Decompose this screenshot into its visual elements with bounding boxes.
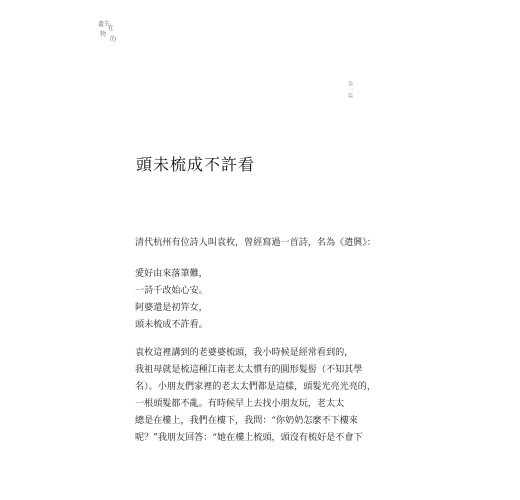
logo-char: 在 <box>108 25 115 32</box>
body-text <box>135 235 376 447</box>
logo-char: 物 <box>100 31 107 38</box>
paragraph-line: 呢？”我朋友回答：“她在樓上梳頭，頭沒有梳好是不會下 <box>135 433 363 443</box>
logo-char: 失 <box>104 21 111 28</box>
paragraph-line: 總是在樓上，我們在樓下，我問：“你奶奶怎麼不下樓來 <box>135 416 358 426</box>
logo-char: 的 <box>110 36 117 43</box>
poem-line: 阿婆還是初笄女， <box>135 303 208 313</box>
poem-line: 一詩千改始心安。 <box>135 286 208 296</box>
poem <box>135 266 367 334</box>
body-paragraph <box>135 345 376 447</box>
paragraph-line: 袁枚這裡講到的老婆婆梳頭，我小時候是經常看到的， <box>135 348 354 358</box>
poem-line: 頭未梳成不許看。 <box>135 320 208 330</box>
logo-char: 遺 <box>98 21 105 28</box>
paragraph-line: 名）。小朋友們家裡的老太太們都是這樣，頭髮光亮光亮的， <box>135 382 376 392</box>
book-logo <box>98 22 124 52</box>
chapter-label: 第一篇 <box>347 81 353 99</box>
poem-line: 愛好由來落筆難， <box>135 269 208 279</box>
chapter-title: 頭未梳成不許看 <box>136 155 256 174</box>
intro-paragraph: 清代杭州有位詩人叫袁枚，曾經寫過一首詩，名為《遣興》： <box>135 238 376 248</box>
paragraph-line: 我祖母就是梳這種江南老太太慣有的圓形髮髻（不知其學 <box>135 365 363 375</box>
paragraph-line: 一根頭髮都不亂。有時候早上去找小朋友玩，老太太 <box>135 399 345 409</box>
